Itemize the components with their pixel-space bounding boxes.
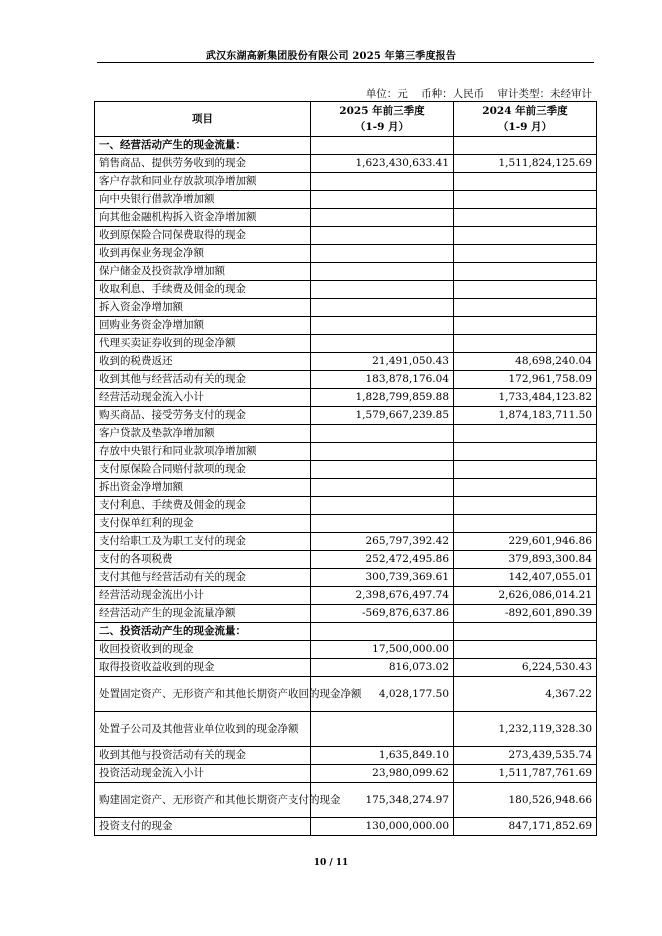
cash-flow-body: [95, 137, 597, 836]
report-header: 武汉东湖高新集团股份有限公司 2025 年第三季度报告: [205, 51, 457, 62]
col-header-2025-line1: 2025 年前三季度: [339, 105, 425, 117]
row-label: 经营活动现金流入小计: [95, 389, 311, 407]
value-2025: [311, 299, 454, 317]
row-label: 支付其他与经营活动有关的现金: [95, 569, 311, 587]
value-2025: 300,739,369.61: [311, 569, 454, 587]
value-2024: 142,407,055.01: [454, 569, 597, 587]
value-2025: 1,623,430,633.41: [311, 155, 454, 173]
value-2025: 2,398,676,497.74: [311, 587, 454, 605]
value-2025: [311, 425, 454, 443]
col-header-2025-line2: （1-9 月）: [354, 121, 410, 133]
value-2024: 847,171,852.69: [454, 818, 597, 836]
currency-label: 币种：人民币: [421, 88, 485, 100]
row-label: 投资支付的现金: [95, 818, 311, 836]
table-row: [95, 173, 597, 191]
table-row: [95, 569, 597, 587]
value-2024: [454, 227, 597, 245]
cash-flow-table: [94, 101, 597, 836]
value-2024: 1,511,787,761.69: [454, 765, 597, 783]
row-label: 支付给职工及为职工支付的现金: [95, 533, 311, 551]
value-2025: 4,028,177.50: [311, 677, 454, 712]
value-2024: 1,511,824,125.69: [454, 155, 597, 173]
row-label: 收到再保业务现金净额: [95, 245, 311, 263]
value-2024: [454, 479, 597, 497]
value-2024: [454, 497, 597, 515]
table-row: [95, 783, 597, 818]
table-row: [95, 389, 597, 407]
row-label: 收回投资收到的现金: [95, 641, 311, 659]
row-label: 销售商品、提供劳务收到的现金: [95, 155, 311, 173]
unit-label: 单位：元: [365, 88, 408, 100]
table-row: [95, 425, 597, 443]
table-row: [95, 587, 597, 605]
col-header-2025: [311, 102, 454, 137]
value-2025: 183,878,176.04: [311, 371, 454, 389]
table-row: [95, 461, 597, 479]
value-2024: [454, 335, 597, 353]
value-2024: 1,733,484,123.82: [454, 389, 597, 407]
table-row: [95, 497, 597, 515]
unit-line: [356, 86, 592, 101]
value-2025: 175,348,274.97: [311, 783, 454, 818]
table-row: [95, 227, 597, 245]
value-2024: [454, 641, 597, 659]
row-label: 支付利息、手续费及佣金的现金: [95, 497, 311, 515]
value-2024: 180,526,948.66: [454, 783, 597, 818]
value-2025: [311, 173, 454, 191]
value-2024: [454, 173, 597, 191]
table-row: [95, 281, 597, 299]
value-2024: 379,893,300.84: [454, 551, 597, 569]
audit-type-label: 审计类型：未经审计: [497, 88, 592, 100]
value-2025: 1,635,849.10: [311, 747, 454, 765]
table-row: [95, 533, 597, 551]
value-2025: [311, 227, 454, 245]
table-row: [95, 371, 597, 389]
row-label: 取得投资收益收到的现金: [95, 659, 311, 677]
value-2024: [454, 281, 597, 299]
row-label: 经营活动现金流出小计: [95, 587, 311, 605]
table-row: [95, 677, 597, 712]
value-2025: [311, 479, 454, 497]
row-label: 支付保单红利的现金: [95, 515, 311, 533]
value-2025: -569,876,637.86: [311, 605, 454, 623]
value-2025: [311, 191, 454, 209]
value-2025: [311, 623, 454, 641]
row-label: 二、投资活动产生的现金流量：: [95, 623, 311, 641]
value-2025: [311, 497, 454, 515]
table-row: [95, 747, 597, 765]
value-2025: [311, 443, 454, 461]
table-row: [95, 353, 597, 371]
value-2024: [454, 461, 597, 479]
table-row: [95, 515, 597, 533]
value-2025: [311, 281, 454, 299]
row-label: 客户贷款及垫款净增加额: [95, 425, 311, 443]
row-label: 支付原保险合同赔付款项的现金: [95, 461, 311, 479]
table-row: [95, 765, 597, 783]
row-label: 代理买卖证券收到的现金净额: [95, 335, 311, 353]
row-label: 收到其他与经营活动有关的现金: [95, 371, 311, 389]
table-header-row: [95, 102, 597, 137]
value-2025: 21,491,050.43: [311, 353, 454, 371]
row-label: 处置子公司及其他营业单位收到的现金净额: [95, 712, 311, 747]
value-2024: [454, 623, 597, 641]
value-2024: 6,224,530.43: [454, 659, 597, 677]
value-2024: 273,439,535.74: [454, 747, 597, 765]
row-label: 存放中央银行和同业款项净增加额: [95, 443, 311, 461]
row-label: 拆入资金净增加额: [95, 299, 311, 317]
table-row: [95, 335, 597, 353]
row-label: 收取利息、手续费及佣金的现金: [95, 281, 311, 299]
row-label: 购买商品、接受劳务支付的现金: [95, 407, 311, 425]
row-label: 向中央银行借款净增加额: [95, 191, 311, 209]
value-2024: [454, 515, 597, 533]
table-row: [95, 137, 597, 155]
value-2024: 1,874,183,711.50: [454, 407, 597, 425]
row-label: 向其他金融机构拆入资金净增加额: [95, 209, 311, 227]
row-label: 收到原保险合同保费取得的现金: [95, 227, 311, 245]
table-row: [95, 818, 597, 836]
table-row: [95, 317, 597, 335]
value-2025: [311, 712, 454, 747]
value-2024: 48,698,240.04: [454, 353, 597, 371]
row-label: 收到的税费返还: [95, 353, 311, 371]
value-2024: 229,601,946.86: [454, 533, 597, 551]
value-2024: 1,232,119,328.30: [454, 712, 597, 747]
table-row: [95, 299, 597, 317]
table-row: [95, 155, 597, 173]
value-2025: [311, 515, 454, 533]
value-2025: [311, 335, 454, 353]
row-label: 保户储金及投资款净增加额: [95, 263, 311, 281]
value-2024: 2,626,086,014.21: [454, 587, 597, 605]
col-header-item: 项目: [95, 102, 311, 137]
value-2024: 4,367.22: [454, 677, 597, 712]
row-label: 客户存款和同业存放款项净增加额: [95, 173, 311, 191]
value-2024: [454, 443, 597, 461]
row-label: 购建固定资产、无形资产和其他长期资产支付的现金: [95, 783, 311, 818]
table-row: [95, 659, 597, 677]
value-2024: [454, 425, 597, 443]
value-2025: 1,579,667,239.85: [311, 407, 454, 425]
table-row: [95, 209, 597, 227]
row-label: 收到其他与投资活动有关的现金: [95, 747, 311, 765]
value-2025: [311, 317, 454, 335]
value-2025: [311, 209, 454, 227]
table-row: [95, 407, 597, 425]
table-row: [95, 443, 597, 461]
value-2025: 816,073.02: [311, 659, 454, 677]
col-header-2024-line1: 2024 年前三季度: [482, 105, 568, 117]
row-label: 处置固定资产、无形资产和其他长期资产收回的现金净额: [95, 677, 311, 712]
table-row: [95, 551, 597, 569]
table-row: [95, 605, 597, 623]
table-row: [95, 712, 597, 747]
value-2025: [311, 263, 454, 281]
table-row: [95, 245, 597, 263]
value-2024: -892,601,890.39: [454, 605, 597, 623]
table-row: [95, 191, 597, 209]
value-2025: 23,980,099.62: [311, 765, 454, 783]
value-2024: [454, 317, 597, 335]
row-label: 拆出资金净增加额: [95, 479, 311, 497]
col-header-2024-line2: （1-9 月）: [497, 121, 553, 133]
value-2025: [311, 137, 454, 155]
value-2025: [311, 245, 454, 263]
value-2025: 252,472,495.86: [311, 551, 454, 569]
value-2024: [454, 137, 597, 155]
header-divider: [97, 62, 594, 63]
value-2025: 1,828,799,859.88: [311, 389, 454, 407]
row-label: 投资活动现金流入小计: [95, 765, 311, 783]
value-2024: [454, 263, 597, 281]
value-2025: [311, 461, 454, 479]
table-row: [95, 641, 597, 659]
table-row: [95, 263, 597, 281]
value-2025: 17,500,000.00: [311, 641, 454, 659]
page-number: 10 / 11: [313, 858, 349, 868]
col-header-2024: [454, 102, 597, 137]
row-label: 回购业务资金净增加额: [95, 317, 311, 335]
value-2024: [454, 245, 597, 263]
value-2024: [454, 299, 597, 317]
value-2025: 130,000,000.00: [311, 818, 454, 836]
row-label: 经营活动产生的现金流量净额: [95, 605, 311, 623]
value-2024: [454, 209, 597, 227]
value-2025: 265,797,392.42: [311, 533, 454, 551]
value-2024: [454, 191, 597, 209]
value-2024: 172,961,758.09: [454, 371, 597, 389]
row-label: 支付的各项税费: [95, 551, 311, 569]
table-row: [95, 479, 597, 497]
table-row: [95, 623, 597, 641]
row-label: 一、经营活动产生的现金流量：: [95, 137, 311, 155]
